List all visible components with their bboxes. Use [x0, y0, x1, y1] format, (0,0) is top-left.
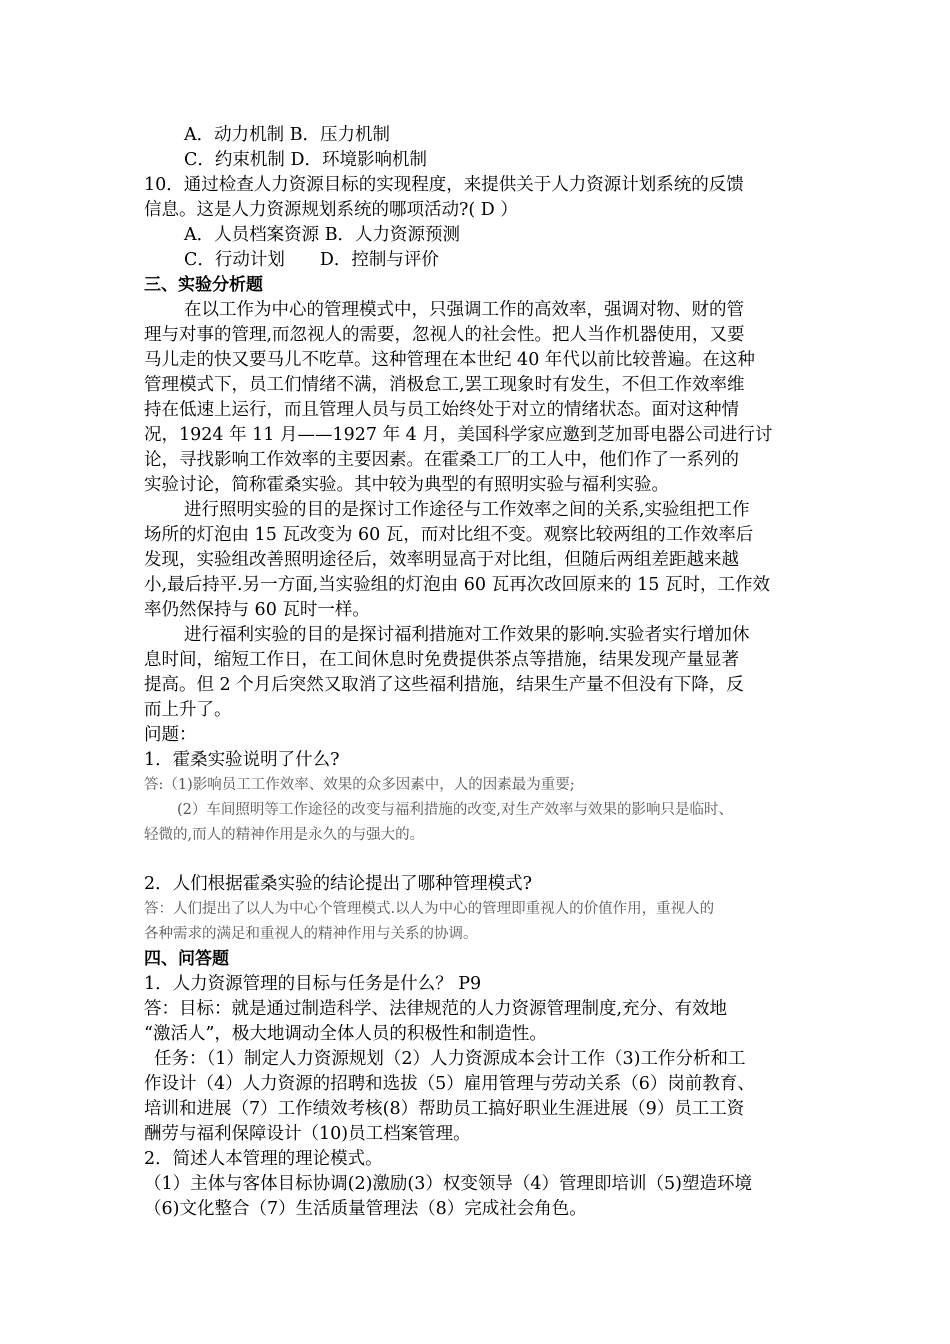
section4-a2-line2: （6)文化整合（7）生活质量管理法（8）完成社会角色。	[144, 1199, 587, 1219]
section4-a2-line1: （1）主体与客体目标协调(2)激励(3）权变领导（4）管理即培训（5)塑造环境	[144, 1174, 752, 1194]
section3-p3-line: 进行福利实验的目的是探讨福利措施对工作效果的影响.实验者实行增加休	[184, 625, 750, 645]
section3-p1-line: 理与对事的管理,而忽视人的需要，忽视人的社会性。把人当作机器使用，又要	[144, 325, 745, 345]
section3-p2-line: 小,最后持平.另一方面,当实验组的灯泡由 60 瓦再次改回原来的 15 瓦时，工作效	[144, 575, 770, 595]
spacer	[144, 848, 810, 872]
section4-a1-line2: “激活人”，极大地调动全体人员的积极性和制造性。	[144, 1024, 547, 1044]
section3-p1-line: 持在低速上运行，而且管理人员与员工始终处于对立的情绪状态。面对这种情	[144, 400, 739, 420]
section4-a1-line1: 答：目标：就是通过制造科学、法律规范的人力资源管理制度,充分、有效地	[144, 999, 728, 1019]
section3-p2-line: 进行照明实验的目的是探讨工作途径与工作效率之间的关系,实验组把工作	[184, 500, 750, 520]
section4-task-line3: 培训和进展（7）工作绩效考核(8）帮助员工搞好职业生涯进展（9）员工工资	[144, 1099, 745, 1119]
section3-p2-line: 场所的灯泡由 15 瓦改变为 60 瓦，而对比组不变。观察比较两组的工作效率后	[144, 525, 754, 545]
question-label: 问题：	[144, 725, 197, 745]
q9-options-cd: C．约束机制 D．环境影响机制	[184, 150, 427, 170]
q10-stem-line2: 信息。这是人力资源规划系统的哪项活动?( D ）	[144, 200, 518, 220]
section3-a1-line2: (2）车间照明等工作途径的改变与福利措施的改变,对生产效率与效果的影响只是临时、	[177, 802, 733, 818]
section3-p2-line: 率仍然保持与 60 瓦时一样。	[144, 600, 370, 620]
section3-p3-line: 息时间，缩短工作日，在工间休息时免费提供茶点等措施，结果发现产量显著	[144, 650, 739, 670]
section4-task-line1: 任务：（1）制定人力资源规划（2）人力资源成本会计工作（3)工作分析和工	[154, 1049, 746, 1069]
q10-stem-line1: 10．通过检查人力资源目标的实现程度，来提供关于人力资源计划系统的反馈	[144, 175, 744, 195]
section3-q1: 1．霍桑实验说明了什么?	[144, 750, 340, 770]
document-page	[144, 123, 810, 1222]
section3-p2-line: 发现，实验组改善照明途径后，效率明显高于对比组，但随后两组差距越来越	[144, 550, 739, 570]
section3-a2-line2: 各种需求的满足和重视人的精神作用与关系的协调。	[144, 926, 478, 942]
section4-task-line2: 作设计（4）人力资源的招聘和选拔（5）雇用管理与劳动关系（6）岗前教育、	[144, 1074, 755, 1094]
section3-heading: 三、实验分析题	[144, 275, 263, 295]
section3-p1-line: 管理模式下，员工们情绪不满，消极怠工,罢工现象时有发生，不但工作效率维	[144, 375, 745, 395]
section3-p3-line: 提高。但 2 个月后突然又取消了这些福利措施，结果生产量不但没有下降，反	[144, 675, 744, 695]
q10-options-cd: C．行动计划 D．控制与评价	[184, 250, 439, 270]
section4-task-line4: 酬劳与福利保障设计（10)员工档案管理。	[144, 1124, 471, 1144]
section3-a1-line1: 答:（1)影响员工工作效率、效果的众多因素中，人的因素最为重要;	[144, 777, 575, 793]
section4-q1: 1．人力资源管理的目标与任务是什么？ P9	[144, 974, 482, 994]
section3-q2: 2．人们根据霍桑实验的结论提出了哪种管理模式?	[144, 874, 533, 894]
section3-p1-line: 实验讨论，简称霍桑实验。其中较为典型的有照明实验与福利实验。	[144, 475, 669, 495]
q9-options-ab: A．动力机制 B．压力机制	[184, 125, 391, 145]
section3-a1-line3: 轻微的,而人的精神作用是永久的与强大的。	[144, 827, 425, 843]
section3-p1-line: 马儿走的快又要马儿不吃草。这种管理在本世纪 40 年代以前比较普遍。在这种	[144, 350, 755, 370]
section4-q2: 2．简述人本管理的理论模式。	[144, 1149, 383, 1169]
section3-p1-line: 论，寻找影响工作效率的主要因素。在霍桑工厂的工人中，他们作了一系列的	[144, 450, 739, 470]
q10-options-ab: A．人员档案资源 B．人力资源预测	[184, 225, 461, 245]
section4-heading: 四、问答题	[144, 949, 229, 969]
section3-a2-line1: 答：人们提出了以人为中心个管理模式.以人为中心的管理即重视人的价值作用，重视人的	[144, 901, 715, 917]
section3-p1-line: 况，1924 年 11 月——1927 年 4 月，美国科学家应邀到芝加哥电器公司进行讨	[144, 425, 773, 445]
section3-p1-line: 在以工作为中心的管理模式中，只强调工作的高效率，强调对物、财的管	[184, 300, 744, 320]
section3-p3-line: 而上升了。	[144, 700, 232, 720]
